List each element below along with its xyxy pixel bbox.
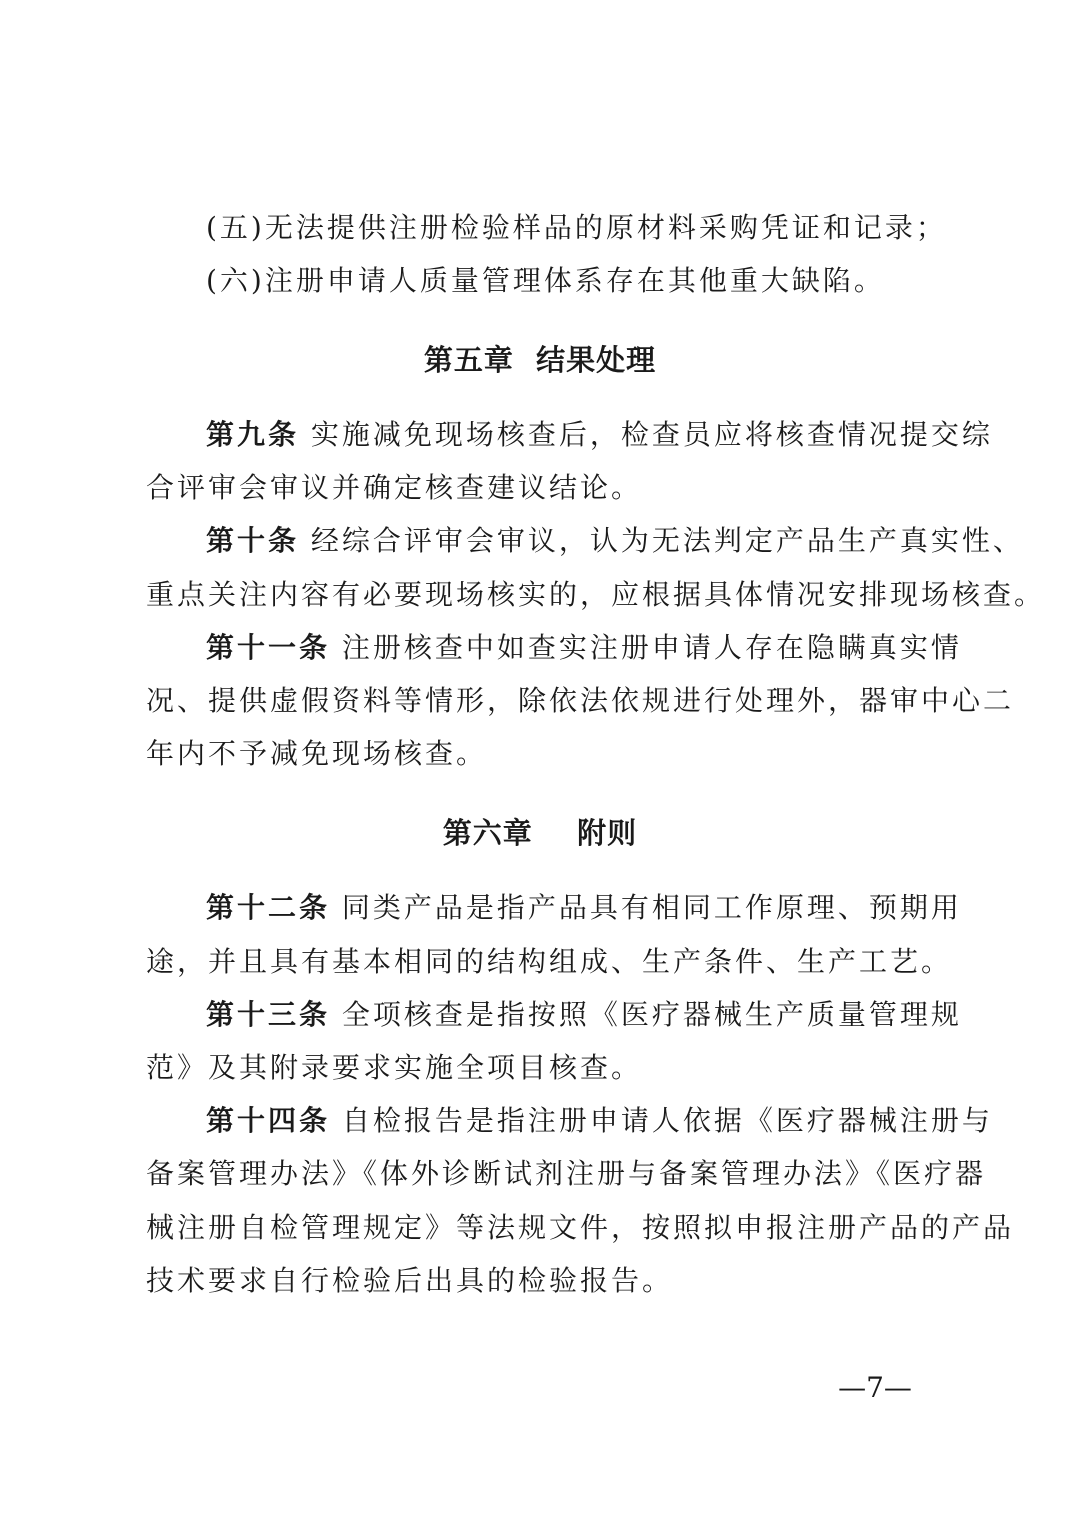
item-five: (五)无法提供注册检验样品的原材料采购凭证和记录；: [206, 211, 947, 244]
article-ten-text-1: 经综合评审会审议，认为无法判定产品生产真实性、: [310, 524, 1024, 557]
article-twelve-line-1: [206, 888, 962, 928]
article-ten-line-1: [206, 521, 1024, 561]
chapter-five-title: 第五章 结果处理: [423, 343, 657, 377]
article-ten-line-2: 重点关注内容有必要现场核实的，应根据具体情况安排现场核查。: [146, 578, 1046, 611]
article-nine-line-2: 合评审会审议并确定核查建议结论。: [146, 471, 643, 504]
article-fourteen-text-1: 自检报告是指注册申请人依据《医疗器械注册与: [341, 1104, 993, 1137]
page-number: —7—: [838, 1371, 912, 1404]
article-fourteen-line-2: 备案管理办法》《体外诊断试剂注册与备案管理办法》《医疗器: [146, 1157, 987, 1190]
article-nine-text-1: 实施减免现场核查后，检查员应将核查情况提交综: [310, 418, 993, 451]
article-thirteen-text-1: 全项核查是指按照《医疗器械生产质量管理规: [341, 998, 962, 1031]
article-twelve-label: 第十二条: [206, 891, 331, 924]
article-thirteen-line-2: 范》及其附录要求实施全项目核查。: [146, 1051, 643, 1084]
article-nine-line-1: [206, 415, 993, 455]
chapter-six-title: 第六章 附则: [442, 816, 638, 850]
article-ten-label: 第十条: [206, 524, 300, 557]
article-twelve-text-1: 同类产品是指产品具有相同工作原理、预期用: [341, 891, 962, 924]
article-eleven-text-1: 注册核查中如查实注册申请人存在隐瞒真实情: [341, 631, 962, 664]
article-eleven-label: 第十一条: [206, 631, 331, 664]
article-fourteen-line-4: 技术要求自行检验后出具的检验报告。: [146, 1264, 674, 1297]
article-fourteen-line-1: [206, 1101, 993, 1141]
article-twelve-line-2: 途，并且具有基本相同的结构组成、生产条件、生产工艺。: [146, 945, 953, 978]
article-eleven-line-2: 况、提供虚假资料等情形，除依法依规进行处理外，器审中心二: [146, 684, 1015, 717]
article-thirteen-line-1: [206, 995, 962, 1035]
article-thirteen-label: 第十三条: [206, 998, 331, 1031]
article-fourteen-line-3: 械注册自检管理规定》等法规文件，按照拟申报注册产品的产品: [146, 1211, 1015, 1244]
article-nine-label: 第九条: [206, 418, 300, 451]
item-six: (六)注册申请人质量管理体系存在其他重大缺陷。: [206, 264, 885, 297]
article-eleven-line-3: 年内不予减免现场核查。: [146, 737, 488, 770]
article-fourteen-label: 第十四条: [206, 1104, 331, 1137]
article-eleven-line-1: [206, 628, 962, 668]
